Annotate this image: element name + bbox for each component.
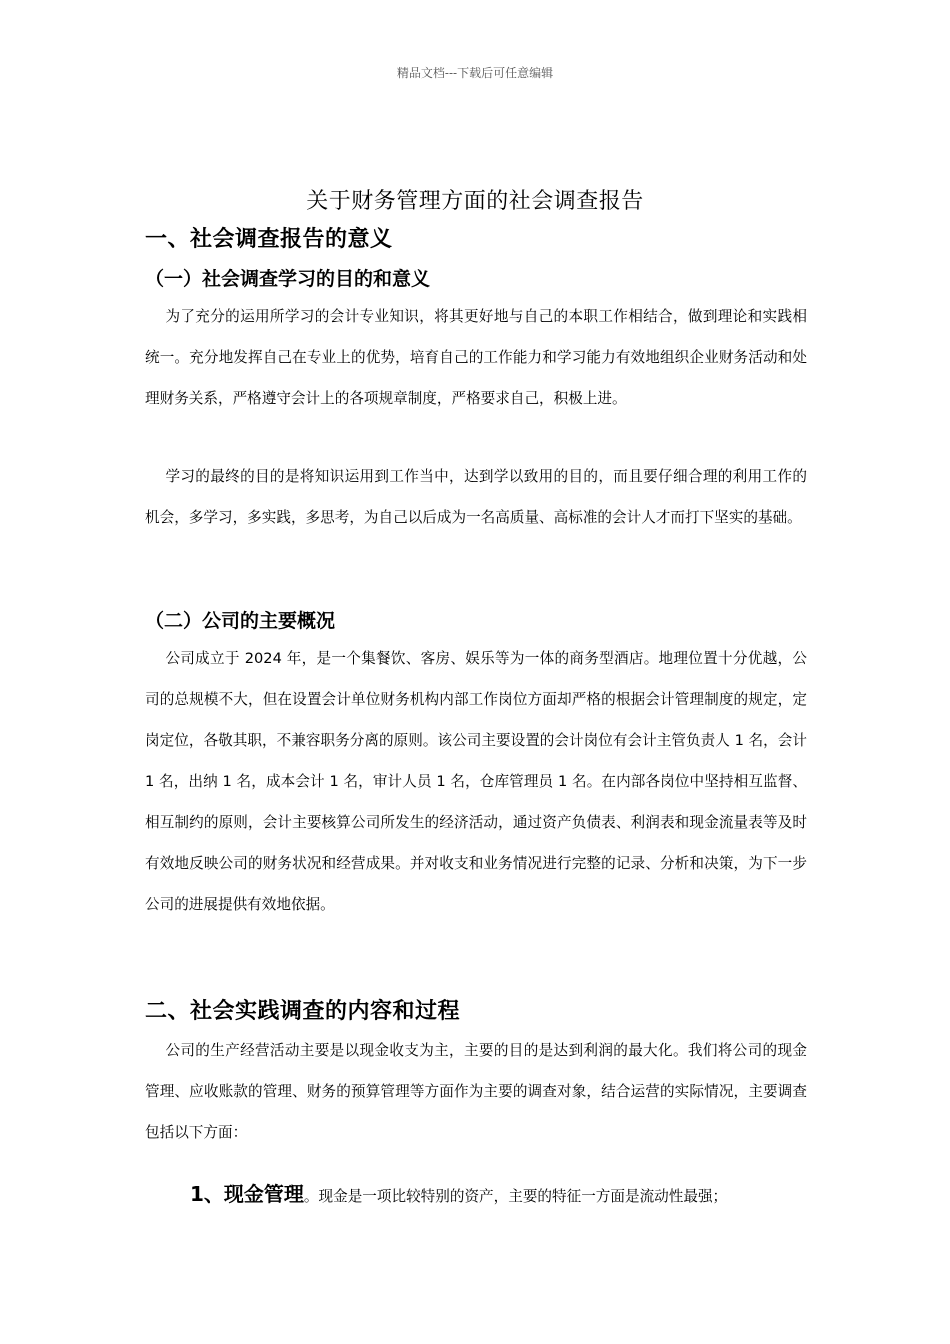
item-lead: 1、现金管理 — [190, 1182, 304, 1206]
document-title: 关于财务管理方面的社会调查报告 — [306, 189, 644, 214]
paragraph: 公司的生产经营活动主要是以现金收支为主，主要的目的是达到利润的最大化。我们将公司的现金管理、应收账款的管理、财务的预算管理等方面作为主要的调查对象，结合运营的实际情况，主要调查包括以下方面： — [145, 1042, 807, 1141]
subsection-heading-2: （二）公司的主要概况 — [145, 610, 336, 632]
section-heading-2: 二、社会实践调查的内容和过程 — [145, 999, 461, 1024]
paragraph: 学习的最终的目的是将知识运用到工作当中，达到学以致用的目的，而且要仔细合理的利用工作的机会，多学习，多实践，多思考，为自己以后成为一名高质量、高标准的会计人才而打下坚实的基础。 — [145, 468, 807, 526]
list-item — [190, 1178, 727, 1207]
item-text: 。现金是一项比较特别的资产，主要的特征一方面是流动性最强； — [303, 1188, 728, 1205]
section-heading-1: 一、社会调查报告的意义 — [145, 227, 393, 252]
paragraph: 为了充分的运用所学习的会计专业知识，将其更好地与自己的本职工作相结合，做到理论和实践相统一。充分地发挥自己在专业上的优势，培育自己的工作能力和学习能力有效地组织企业财务活动和处理财务关系，严格遵守会计上的各项规章制度，严格要求自己，积极上进。 — [145, 308, 807, 407]
header-note: 精品文档---下载后可任意编辑 — [396, 66, 554, 80]
subsection-heading-1: （一）社会调查学习的目的和意义 — [145, 268, 431, 290]
paragraph: 公司成立于 2024 年，是一个集餐饮、客房、娱乐等为一体的商务型酒店。地理位置十分优越，公司的总规模不大，但在设置会计单位财务机构内部工作岗位方面却严格的根据会计管理制度的规定，定岗定位，各敬其职，不兼容职务分离的原则。该公司主要设置的会计岗位有会计主管负责人 1 名，会计 1 名，出纳 1 名，成本会计 1 名，审计人员 1 名，仓库管理员 1 名。在内部各岗位中坚持相互监督、相互制约的原则，会计主要核算公司所发生的经济活动，通过资产负债表、利润表和现金流量表等及时有效地反映公司的财务状况和经营成果。并对收支和业务情况进行完整的记录、分析和决策，为下一步公司的进展提供有效地依据。 — [145, 650, 807, 913]
